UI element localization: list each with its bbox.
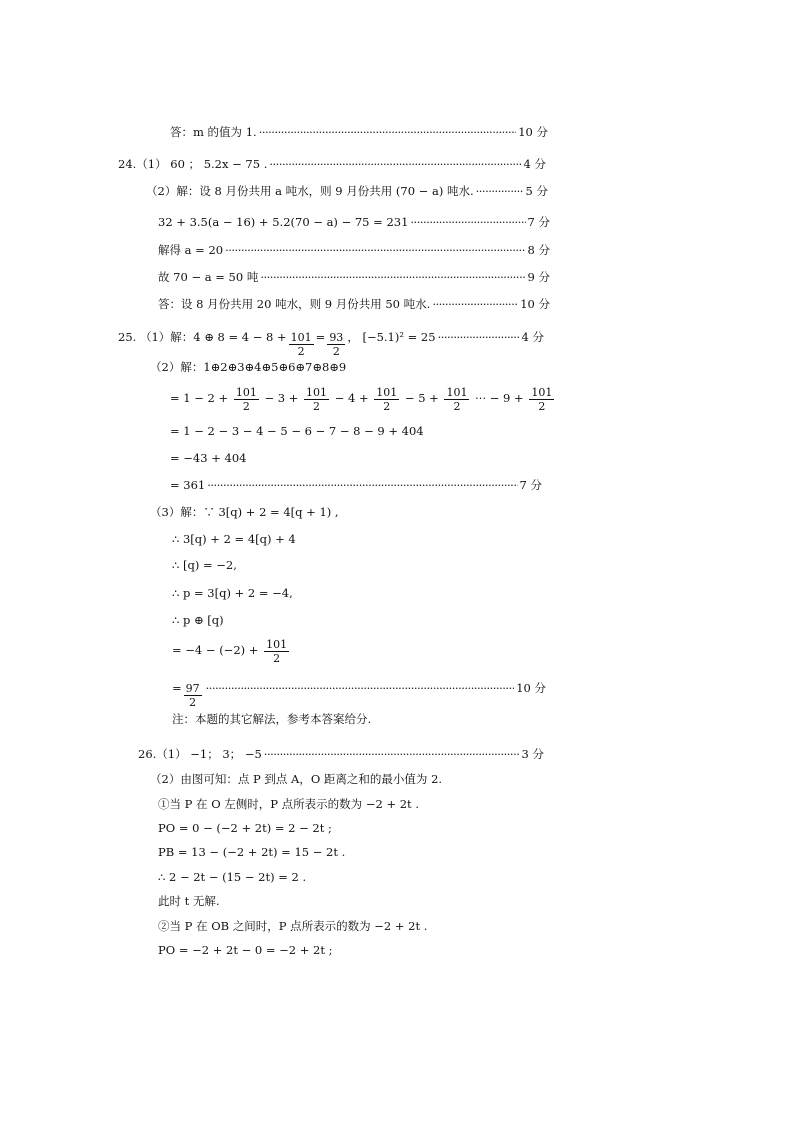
q25-part1 bbox=[118, 324, 544, 358]
numerator: 101 bbox=[531, 385, 553, 399]
answer-line-m bbox=[170, 124, 548, 140]
line-text: ∴ [q) = −2, bbox=[172, 558, 237, 572]
line-text: 答：设 8 月份共用 20 吨水，则 9 月份共用 50 吨水. bbox=[158, 297, 431, 311]
score-label: 7 分 bbox=[519, 478, 542, 492]
numerator: 93 bbox=[329, 331, 344, 344]
denominator: 2 bbox=[297, 345, 305, 358]
leader-dots bbox=[260, 269, 525, 285]
score-label: 4 分 bbox=[521, 330, 544, 344]
line-text: 32 + 3.5(a − 16) + 5.2(70 − a) − 75 = 231 bbox=[158, 215, 409, 229]
score-label: 10 分 bbox=[518, 125, 548, 139]
fraction bbox=[289, 331, 314, 358]
line-text: 24.（1） 60 ； 5.2x − 75 . bbox=[118, 157, 268, 171]
line-text: PO = −2 + 2t − 0 = −2 + 2t ; bbox=[158, 943, 333, 957]
leader-dots bbox=[206, 674, 515, 702]
leader-dots bbox=[264, 746, 520, 762]
line-post: ， [−5.1)² = 25 bbox=[347, 330, 436, 344]
q25-part3-header bbox=[150, 504, 339, 520]
q25-part3-step1 bbox=[172, 531, 296, 547]
score-label: 4 分 bbox=[523, 157, 546, 171]
numerator: 101 bbox=[376, 385, 398, 399]
line-text: PB = 13 − (−2 + 2t) = 15 − 2t . bbox=[158, 845, 346, 859]
fraction bbox=[304, 386, 329, 413]
q24-answer bbox=[158, 296, 550, 312]
line-text: 注：本题的其它解法，参考本答案给分. bbox=[172, 712, 372, 726]
line-text: = 361 bbox=[170, 478, 206, 492]
fraction bbox=[529, 386, 554, 413]
denominator: 2 bbox=[189, 696, 197, 709]
q24-equation bbox=[158, 214, 550, 230]
line-pre: = 1 − 2 + bbox=[170, 391, 229, 405]
numerator: 101 bbox=[446, 385, 468, 399]
line-text: ∴ 2 − 2t − (15 − 2t) = 2 . bbox=[158, 870, 307, 884]
numerator: 101 bbox=[306, 385, 328, 399]
line-text: （3）解：∵ 3[q) + 2 = 4[q + 1) , bbox=[150, 505, 339, 519]
line-pre: = bbox=[172, 681, 182, 695]
q24-result bbox=[158, 269, 550, 285]
score-label: 10 分 bbox=[516, 681, 546, 695]
q25-part2-step1 bbox=[170, 384, 556, 413]
q26-part2-header bbox=[150, 771, 442, 787]
q24-part1 bbox=[118, 156, 546, 172]
line-text: 26.（1） −1； 3； −5 bbox=[138, 747, 262, 761]
line-text: （2）由图可知：点 P 到点 A，O 距离之和的最小值为 2. bbox=[150, 772, 443, 786]
numerator: 101 bbox=[290, 331, 312, 344]
q26-case1-po bbox=[158, 820, 332, 836]
q25-part3-step5 bbox=[172, 636, 291, 665]
line-post: − 3 + bbox=[264, 391, 299, 405]
score-label: 3 分 bbox=[521, 747, 544, 761]
line-text: （2）解：设 8 月份共用 a 吨水，则 9 月份共用 (70 − a) 吨水. bbox=[146, 184, 474, 198]
score-label: 8 分 bbox=[527, 243, 550, 257]
denominator: 2 bbox=[313, 399, 321, 413]
q25-part2-step3 bbox=[170, 450, 246, 466]
line-text: 此时 t 无解. bbox=[158, 894, 220, 908]
fraction bbox=[327, 331, 345, 358]
q24-part2-setup bbox=[146, 183, 548, 199]
q26-case1-eq bbox=[158, 869, 306, 885]
q26-case2-po bbox=[158, 942, 333, 958]
numerator: 97 bbox=[185, 682, 200, 695]
score-label: 9 分 bbox=[527, 270, 550, 284]
line-text: ∴ 3[q) + 2 = 4[q) + 4 bbox=[172, 532, 296, 546]
fraction bbox=[264, 638, 289, 665]
line-text: ∴ p ⊕ [q) bbox=[172, 613, 224, 627]
line-text: ①当 P 在 O 左侧时，P 点所表示的数为 −2 + 2t . bbox=[158, 797, 419, 811]
line-text: ②当 P 在 OB 之间时，P 点所表示的数为 −2 + 2t . bbox=[158, 919, 428, 933]
line-text: （2）解：1⊕2⊕3⊕4⊕5⊕6⊕7⊕8⊕9 bbox=[150, 360, 347, 374]
leader-dots bbox=[207, 477, 517, 493]
denominator: 2 bbox=[273, 651, 281, 665]
q26-case1 bbox=[158, 796, 419, 812]
denominator: 2 bbox=[538, 399, 546, 413]
leader-dots bbox=[476, 183, 524, 199]
q24-solve bbox=[158, 242, 550, 258]
q25-part3-result bbox=[172, 674, 546, 709]
denominator: 2 bbox=[332, 345, 340, 358]
denominator: 2 bbox=[453, 399, 461, 413]
q26-case2 bbox=[158, 918, 427, 934]
leader-dots bbox=[259, 124, 517, 140]
line-post: − 5 + bbox=[404, 391, 439, 405]
equals-sign: = bbox=[315, 330, 326, 344]
fraction bbox=[234, 386, 259, 413]
fraction bbox=[444, 386, 469, 413]
leader-dots bbox=[269, 156, 521, 172]
line-post: − 4 + bbox=[334, 391, 369, 405]
leader-dots bbox=[432, 296, 518, 312]
score-label: 7 分 bbox=[527, 215, 550, 229]
score-label: 5 分 bbox=[525, 184, 548, 198]
q25-part3-step3 bbox=[172, 585, 293, 601]
q26-case1-pb bbox=[158, 844, 345, 860]
line-text: 故 70 − a = 50 吨 bbox=[158, 270, 259, 284]
fraction bbox=[374, 386, 399, 413]
line-text: 解得 a = 20 bbox=[158, 243, 224, 257]
q25-part3-step4 bbox=[172, 612, 224, 628]
fraction bbox=[184, 682, 202, 709]
line-text: = 1 − 2 − 3 − 4 − 5 − 6 − 7 − 8 − 9 + 404 bbox=[170, 424, 424, 438]
numerator: 101 bbox=[266, 637, 288, 651]
q25-part2-header bbox=[150, 359, 346, 375]
line-text: ∴ p = 3[q) + 2 = −4, bbox=[172, 586, 293, 600]
score-label: 10 分 bbox=[520, 297, 550, 311]
line-text: PO = 0 − (−2 + 2t) = 2 − 2t ; bbox=[158, 821, 332, 835]
q25-part2-result bbox=[170, 477, 542, 493]
denominator: 2 bbox=[242, 399, 250, 413]
q25-part3-step2 bbox=[172, 557, 237, 573]
numerator: 101 bbox=[235, 385, 257, 399]
leader-dots bbox=[225, 242, 525, 258]
line-text: 答：m 的值为 1. bbox=[170, 125, 257, 139]
q25-note bbox=[172, 711, 371, 727]
line-post: ··· − 9 + bbox=[475, 391, 524, 405]
line-text: = −43 + 404 bbox=[170, 451, 247, 465]
leader-dots bbox=[410, 214, 525, 230]
q26-part1 bbox=[138, 746, 544, 762]
line-pre: 25. （1）解：4 ⊕ 8 = 4 − 8 + bbox=[118, 330, 287, 344]
denominator: 2 bbox=[383, 399, 391, 413]
line-pre: = −4 − (−2) + bbox=[172, 643, 259, 657]
q25-part2-step2 bbox=[170, 423, 424, 439]
leader-dots bbox=[438, 324, 520, 350]
q26-case1-nosol bbox=[158, 893, 220, 909]
